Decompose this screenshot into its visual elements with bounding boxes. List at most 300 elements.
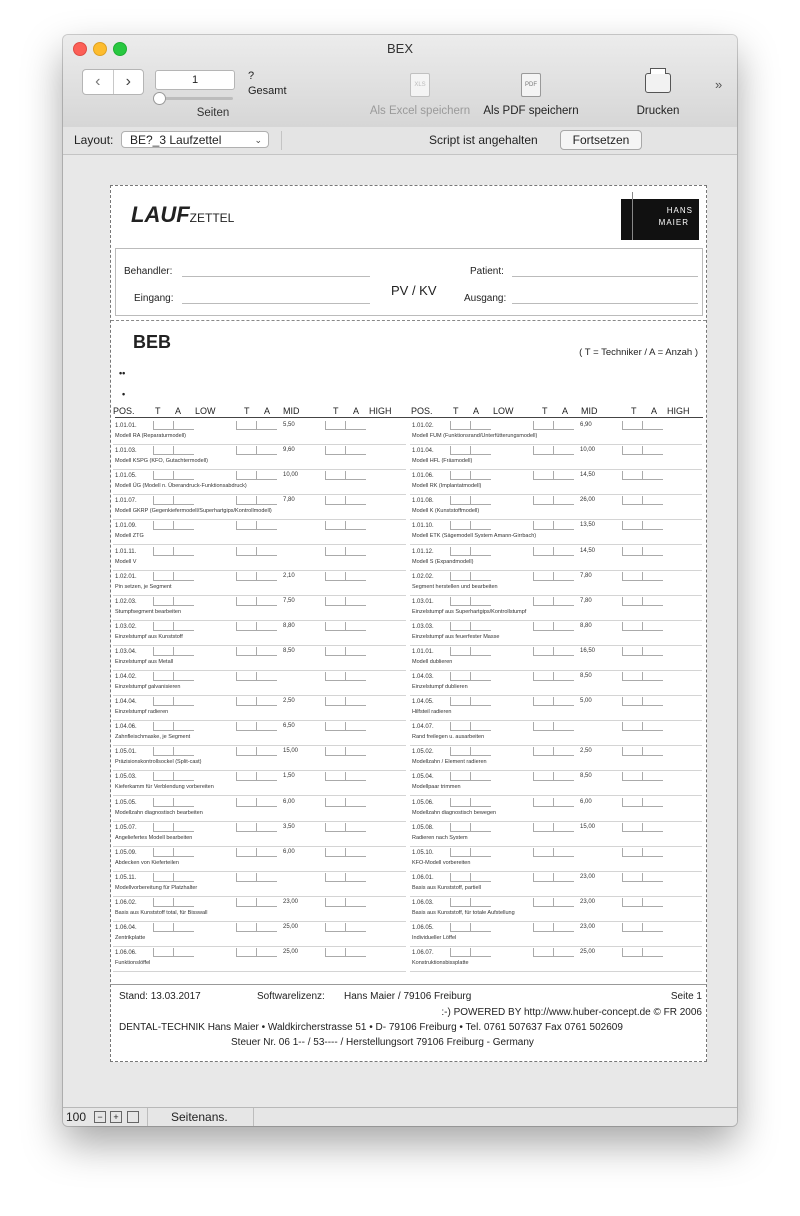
entry-box[interactable]: [236, 547, 257, 556]
entry-box[interactable]: [153, 521, 174, 530]
entry-box[interactable]: [642, 697, 663, 706]
entry-box[interactable]: [470, 572, 491, 581]
entry-box[interactable]: [236, 496, 257, 505]
entry-box[interactable]: [533, 446, 554, 455]
entry-box[interactable]: [450, 622, 471, 631]
entry-box[interactable]: [153, 798, 174, 807]
entry-box[interactable]: [256, 622, 277, 631]
entry-box[interactable]: [450, 722, 471, 731]
entry-box[interactable]: [470, 496, 491, 505]
entry-box[interactable]: [153, 672, 174, 681]
entry-box[interactable]: [345, 421, 366, 430]
entry-box[interactable]: [236, 572, 257, 581]
entry-box[interactable]: [642, 572, 663, 581]
entry-box[interactable]: [553, 948, 574, 957]
entry-box[interactable]: [173, 521, 194, 530]
page-number-input[interactable]: 1: [155, 70, 235, 90]
entry-box[interactable]: [533, 496, 554, 505]
entry-box[interactable]: [153, 923, 174, 932]
entry-box[interactable]: [256, 873, 277, 882]
entry-box[interactable]: [553, 772, 574, 781]
entry-box[interactable]: [325, 672, 346, 681]
entry-box[interactable]: [622, 898, 643, 907]
footer-license-value: Hans Maier / 79106 Freiburg: [344, 991, 472, 1002]
row-description: Modell RK (Implantatmodell): [412, 483, 482, 490]
entry-box[interactable]: [153, 948, 174, 957]
entry-box[interactable]: [173, 446, 194, 455]
entry-box[interactable]: [345, 572, 366, 581]
entry-box[interactable]: [256, 471, 277, 480]
entry-box[interactable]: [325, 873, 346, 882]
entry-box[interactable]: [642, 496, 663, 505]
entry-box[interactable]: [256, 521, 277, 530]
entry-box[interactable]: [153, 747, 174, 756]
entry-box[interactable]: [345, 923, 366, 932]
entry-box[interactable]: [153, 547, 174, 556]
entry-box[interactable]: [325, 647, 346, 656]
entry-box[interactable]: [345, 521, 366, 530]
entry-box[interactable]: [450, 496, 471, 505]
entry-box[interactable]: [173, 722, 194, 731]
entry-box[interactable]: [533, 923, 554, 932]
entry-box[interactable]: [470, 848, 491, 857]
entry-box[interactable]: [236, 948, 257, 957]
entry-box[interactable]: [173, 496, 194, 505]
entry-box[interactable]: [553, 672, 574, 681]
entry-box[interactable]: [345, 697, 366, 706]
entry-box[interactable]: [450, 597, 471, 606]
entry-box[interactable]: [153, 572, 174, 581]
entry-box[interactable]: [236, 848, 257, 857]
entry-box[interactable]: [236, 747, 257, 756]
entry-box[interactable]: [236, 722, 257, 731]
row-price: 25,00: [283, 924, 299, 930]
entry-box[interactable]: [345, 823, 366, 832]
zoom-out-icon[interactable]: −: [94, 1111, 106, 1123]
entry-box[interactable]: [553, 722, 574, 731]
entry-box[interactable]: [325, 848, 346, 857]
entry-box[interactable]: [622, 722, 643, 731]
entry-box[interactable]: [345, 446, 366, 455]
entry-box[interactable]: [450, 572, 471, 581]
entry-box[interactable]: [622, 923, 643, 932]
entry-box[interactable]: [533, 672, 554, 681]
entry-box[interactable]: [622, 622, 643, 631]
entry-box[interactable]: [622, 697, 643, 706]
entry-box[interactable]: [236, 798, 257, 807]
table-row: [410, 570, 702, 596]
entry-box[interactable]: [256, 772, 277, 781]
entry-box[interactable]: [236, 421, 257, 430]
entry-box[interactable]: [622, 572, 643, 581]
entry-box[interactable]: [642, 622, 663, 631]
header-a-mid-right: A: [562, 406, 569, 416]
entry-box[interactable]: [533, 547, 554, 556]
entry-box[interactable]: [553, 547, 574, 556]
entry-box[interactable]: [173, 873, 194, 882]
entry-box[interactable]: [642, 672, 663, 681]
entry-box[interactable]: [553, 622, 574, 631]
entry-box[interactable]: [553, 647, 574, 656]
entry-box[interactable]: [256, 647, 277, 656]
entry-box[interactable]: [622, 471, 643, 480]
entry-box[interactable]: [622, 647, 643, 656]
entry-box[interactable]: [173, 747, 194, 756]
entry-box[interactable]: [325, 471, 346, 480]
entry-box[interactable]: [533, 823, 554, 832]
entry-box[interactable]: [533, 722, 554, 731]
entry-box[interactable]: [642, 747, 663, 756]
row-description: Modellvorbereitung für Platzhalter: [115, 884, 198, 891]
row-price: 5,00: [580, 698, 592, 705]
entry-box[interactable]: [642, 772, 663, 781]
entry-box[interactable]: [173, 622, 194, 631]
entry-box[interactable]: [153, 647, 174, 656]
entry-box[interactable]: [533, 848, 554, 857]
entry-box[interactable]: [533, 948, 554, 957]
entry-box[interactable]: [325, 898, 346, 907]
entry-box[interactable]: [622, 747, 643, 756]
entry-box[interactable]: [153, 697, 174, 706]
entry-box[interactable]: [450, 823, 471, 832]
entry-box[interactable]: [345, 547, 366, 556]
entry-box[interactable]: [642, 521, 663, 530]
entry-box[interactable]: [450, 672, 471, 681]
entry-box[interactable]: [236, 446, 257, 455]
entry-box[interactable]: [256, 747, 277, 756]
entry-box[interactable]: [173, 471, 194, 480]
entry-box[interactable]: [450, 848, 471, 857]
entry-box[interactable]: [153, 772, 174, 781]
entry-box[interactable]: [533, 572, 554, 581]
entry-box[interactable]: [325, 823, 346, 832]
entry-box[interactable]: [642, 873, 663, 882]
entry-box[interactable]: [345, 747, 366, 756]
app-window: [63, 35, 737, 1126]
entry-box[interactable]: [256, 898, 277, 907]
entry-box[interactable]: [553, 823, 574, 832]
entry-box[interactable]: [450, 948, 471, 957]
entry-box[interactable]: [553, 572, 574, 581]
entry-box[interactable]: [642, 597, 663, 606]
entry-box[interactable]: [345, 772, 366, 781]
entry-box[interactable]: [470, 772, 491, 781]
entry-box[interactable]: [236, 647, 257, 656]
entry-box[interactable]: [236, 471, 257, 480]
toolbar-overflow-button[interactable]: »: [715, 77, 723, 92]
entry-box[interactable]: [553, 923, 574, 932]
entry-box[interactable]: [256, 823, 277, 832]
entry-box[interactable]: [622, 421, 643, 430]
next-page-button[interactable]: [113, 70, 144, 94]
entry-box[interactable]: [450, 471, 471, 480]
entry-box[interactable]: [236, 672, 257, 681]
entry-box[interactable]: [325, 421, 346, 430]
entry-box[interactable]: [173, 697, 194, 706]
entry-box[interactable]: [345, 471, 366, 480]
entry-box[interactable]: [622, 848, 643, 857]
entry-box[interactable]: [256, 848, 277, 857]
entry-box[interactable]: [236, 898, 257, 907]
entry-box[interactable]: [153, 421, 174, 430]
entry-box[interactable]: [470, 421, 491, 430]
entry-box[interactable]: [642, 722, 663, 731]
entry-box[interactable]: [470, 948, 491, 957]
entry-box[interactable]: [173, 647, 194, 656]
entry-box[interactable]: [153, 471, 174, 480]
entry-box[interactable]: [470, 823, 491, 832]
entry-box[interactable]: [470, 521, 491, 530]
entry-box[interactable]: [553, 521, 574, 530]
entry-box[interactable]: [256, 697, 277, 706]
entry-box[interactable]: [470, 722, 491, 731]
entry-box[interactable]: [470, 597, 491, 606]
entry-box[interactable]: [345, 672, 366, 681]
entry-box[interactable]: [533, 798, 554, 807]
entry-box[interactable]: [470, 647, 491, 656]
entry-box[interactable]: [642, 647, 663, 656]
entry-box[interactable]: [256, 672, 277, 681]
entry-box[interactable]: [345, 898, 366, 907]
entry-box[interactable]: [622, 446, 643, 455]
entry-box[interactable]: [642, 898, 663, 907]
toggle-toolbar-icon[interactable]: [127, 1111, 139, 1123]
entry-box[interactable]: [256, 496, 277, 505]
entry-box[interactable]: [622, 823, 643, 832]
entry-box[interactable]: [173, 597, 194, 606]
entry-box[interactable]: [173, 572, 194, 581]
entry-box[interactable]: [533, 421, 554, 430]
entry-box[interactable]: [450, 647, 471, 656]
entry-box[interactable]: [236, 873, 257, 882]
entry-box[interactable]: [533, 697, 554, 706]
entry-box[interactable]: [345, 722, 366, 731]
entry-box[interactable]: [236, 823, 257, 832]
previous-page-button[interactable]: [83, 70, 113, 94]
entry-box[interactable]: [622, 672, 643, 681]
entry-box[interactable]: [470, 446, 491, 455]
entry-box[interactable]: [345, 948, 366, 957]
entry-box[interactable]: [553, 496, 574, 505]
zoom-in-icon[interactable]: +: [110, 1111, 122, 1123]
save-excel-button[interactable]: [365, 73, 475, 117]
entry-box[interactable]: [325, 798, 346, 807]
row-position: 1.05.11.: [115, 874, 137, 881]
row-description: Hilfsteil radieren: [412, 709, 452, 716]
entry-box[interactable]: [622, 597, 643, 606]
entry-box[interactable]: [470, 798, 491, 807]
entry-box[interactable]: [553, 697, 574, 706]
entry-box[interactable]: [173, 848, 194, 857]
entry-box[interactable]: [153, 496, 174, 505]
entry-box[interactable]: [173, 421, 194, 430]
entry-box[interactable]: [533, 597, 554, 606]
entry-box[interactable]: [325, 697, 346, 706]
entry-box[interactable]: [256, 547, 277, 556]
entry-box[interactable]: [256, 421, 277, 430]
entry-box[interactable]: [642, 547, 663, 556]
save-pdf-label: Als PDF speichern: [483, 105, 579, 117]
entry-box[interactable]: [236, 622, 257, 631]
entry-box[interactable]: [642, 421, 663, 430]
entry-box[interactable]: [622, 772, 643, 781]
entry-box[interactable]: [450, 421, 471, 430]
entry-box[interactable]: [450, 923, 471, 932]
entry-box[interactable]: [256, 722, 277, 731]
entry-box[interactable]: [236, 597, 257, 606]
entry-box[interactable]: [345, 496, 366, 505]
entry-box[interactable]: [533, 898, 554, 907]
entry-box[interactable]: [345, 647, 366, 656]
entry-box[interactable]: [533, 622, 554, 631]
entry-box[interactable]: [642, 471, 663, 480]
entry-box[interactable]: [553, 873, 574, 882]
entry-box[interactable]: [325, 572, 346, 581]
entry-box[interactable]: [533, 521, 554, 530]
entry-box[interactable]: [553, 798, 574, 807]
entry-box[interactable]: [553, 898, 574, 907]
entry-box[interactable]: [236, 923, 257, 932]
entry-box[interactable]: [553, 446, 574, 455]
entry-box[interactable]: [533, 873, 554, 882]
entry-box[interactable]: [642, 948, 663, 957]
entry-box[interactable]: [642, 446, 663, 455]
entry-box[interactable]: [345, 848, 366, 857]
entry-box[interactable]: [325, 521, 346, 530]
entry-box[interactable]: [450, 521, 471, 530]
entry-box[interactable]: [450, 772, 471, 781]
entry-box[interactable]: [173, 672, 194, 681]
entry-box[interactable]: [470, 873, 491, 882]
entry-box[interactable]: [553, 747, 574, 756]
entry-box[interactable]: [450, 547, 471, 556]
entry-box[interactable]: [173, 547, 194, 556]
entry-box[interactable]: [345, 798, 366, 807]
entry-box[interactable]: [345, 622, 366, 631]
entry-box[interactable]: [256, 923, 277, 932]
entry-box[interactable]: [470, 547, 491, 556]
entry-box[interactable]: [325, 722, 346, 731]
entry-box[interactable]: [256, 798, 277, 807]
entry-box[interactable]: [553, 421, 574, 430]
entry-box[interactable]: [470, 923, 491, 932]
entry-box[interactable]: [256, 572, 277, 581]
entry-box[interactable]: [153, 873, 174, 882]
entry-box[interactable]: [325, 948, 346, 957]
entry-box[interactable]: [325, 747, 346, 756]
entry-box[interactable]: [256, 597, 277, 606]
document-area[interactable]: [63, 155, 737, 1107]
print-button[interactable]: [623, 73, 693, 117]
entry-box[interactable]: [470, 622, 491, 631]
entry-box[interactable]: [622, 547, 643, 556]
entry-box[interactable]: [325, 446, 346, 455]
entry-box[interactable]: [450, 747, 471, 756]
entry-box[interactable]: [622, 948, 643, 957]
entry-box[interactable]: [470, 471, 491, 480]
table-row: [113, 444, 406, 470]
view-mode[interactable]: Seitenans.: [171, 1110, 228, 1124]
entry-box[interactable]: [450, 873, 471, 882]
entry-box[interactable]: [173, 898, 194, 907]
entry-box[interactable]: [345, 597, 366, 606]
row-position: 1.05.05.: [115, 799, 137, 806]
entry-box[interactable]: [470, 697, 491, 706]
entry-box[interactable]: [450, 798, 471, 807]
entry-box[interactable]: [622, 496, 643, 505]
entry-box[interactable]: [470, 898, 491, 907]
continue-script-button[interactable]: Fortsetzen: [560, 130, 642, 150]
entry-box[interactable]: [533, 747, 554, 756]
entry-box[interactable]: [153, 848, 174, 857]
row-position: 1.03.04.: [115, 648, 137, 655]
entry-box[interactable]: [533, 772, 554, 781]
entry-box[interactable]: [533, 471, 554, 480]
row-description: Einzelstumpf radieren: [115, 709, 169, 716]
entry-box[interactable]: [533, 647, 554, 656]
entry-box[interactable]: [553, 597, 574, 606]
entry-box[interactable]: [622, 873, 643, 882]
entry-box[interactable]: [622, 798, 643, 807]
entry-box[interactable]: [173, 823, 194, 832]
entry-box[interactable]: [622, 521, 643, 530]
entry-box[interactable]: [256, 446, 277, 455]
entry-box[interactable]: [256, 948, 277, 957]
entry-box[interactable]: [236, 772, 257, 781]
entry-box[interactable]: [450, 697, 471, 706]
entry-box[interactable]: [153, 823, 174, 832]
entry-box[interactable]: [642, 848, 663, 857]
entry-box[interactable]: [153, 622, 174, 631]
entry-box[interactable]: [153, 898, 174, 907]
entry-box[interactable]: [325, 772, 346, 781]
page-slider[interactable]: [158, 97, 233, 100]
entry-box[interactable]: [173, 772, 194, 781]
table-row: [410, 494, 702, 520]
save-pdf-button[interactable]: [476, 73, 586, 117]
entry-box[interactable]: [642, 798, 663, 807]
entry-box[interactable]: [173, 923, 194, 932]
entry-box[interactable]: [236, 521, 257, 530]
row-description: Einzelstumpf galvanisieren: [115, 684, 181, 690]
entry-box[interactable]: [153, 722, 174, 731]
entry-box[interactable]: [450, 446, 471, 455]
total-label: Gesamt: [248, 85, 287, 97]
layout-select[interactable]: [121, 131, 269, 148]
entry-box[interactable]: [153, 597, 174, 606]
zoom-level[interactable]: 100: [66, 1110, 87, 1124]
entry-box[interactable]: [470, 672, 491, 681]
entry-box[interactable]: [553, 848, 574, 857]
entry-box[interactable]: [325, 496, 346, 505]
page-slider-handle[interactable]: [153, 92, 166, 105]
entry-box[interactable]: [642, 823, 663, 832]
entry-box[interactable]: [173, 948, 194, 957]
entry-box[interactable]: [553, 471, 574, 480]
form-title-sub: ZETTEL: [189, 211, 235, 225]
entry-box[interactable]: [173, 798, 194, 807]
entry-box[interactable]: [470, 747, 491, 756]
entry-box[interactable]: [450, 898, 471, 907]
entry-box[interactable]: [325, 597, 346, 606]
entry-box[interactable]: [325, 923, 346, 932]
entry-box[interactable]: [642, 923, 663, 932]
entry-box[interactable]: [153, 446, 174, 455]
entry-box[interactable]: [325, 547, 346, 556]
entry-box[interactable]: [345, 873, 366, 882]
entry-box[interactable]: [325, 622, 346, 631]
entry-box[interactable]: [236, 697, 257, 706]
